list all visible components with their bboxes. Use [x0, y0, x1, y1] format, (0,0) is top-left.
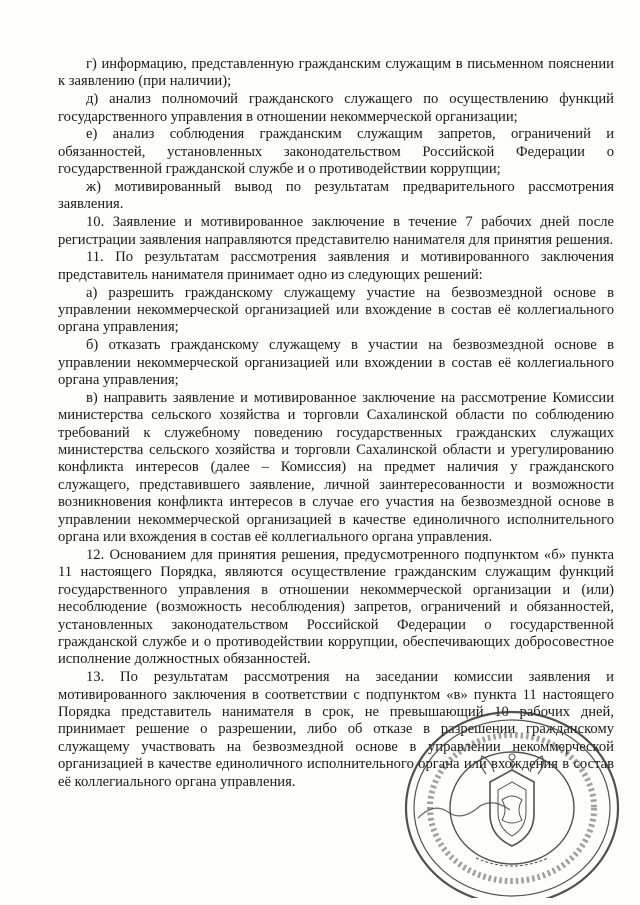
paragraph-11: 11. По результатам рассмотрения заявления и мотивированного заключения представитель нанимателя принимает одно из следующих решений: — [58, 249, 614, 283]
paragraph-13: 13. По результатам рассмотрения на заседании комиссии заявления и мотивированного заключения в соответствии с подпунктом «в» пункта 11 настоящего Порядка представитель нанимателя в срок, не превышающий 10 рабочих дней, принимает решение о разрешении, либо об отказе в разрешении гражданскому служащему участвовать на безвозмездной основе в управлении некоммерческой организацией в качестве единоличного исполнительного органа или вхождения в состав её коллегиального органа управления. — [58, 669, 614, 790]
paragraph-12: 12. Основанием для принятия решения, предусмотренного подпунктом «б» пункта 11 настоящего Порядка, являются осуществление гражданским служащим функций государственного управления в отношении некоммерческой организации и (или) несоблюдение (возможность несоблюдения) запретов, ограничений и обязанностей, установленных законодательством Российской Федерации о государственной гражданской службе и о противодействии коррупции, обеспечивающих добросовестное исполнение должностных обязанностей. — [58, 546, 614, 668]
paragraph-g: г) информацию, представленную гражданским служащим в письменном пояснении к заявлению (при наличии); — [58, 56, 614, 90]
paragraph-10: 10. Заявление и мотивированное заключение в течение 7 рабочих дней после регистрации заявления направляются представителю нанимателя для принятия решения. — [58, 214, 614, 248]
paragraph-11-a: а) разрешить гражданскому служащему участие на безвозмездной основе в управлении некоммерческой организацией или вхождение в состав её коллегиального органа управления; — [58, 284, 614, 336]
paragraph-zh: ж) мотивированный вывод по результатам предварительного рассмотрения заявления. — [58, 179, 614, 213]
signature-stroke — [418, 803, 510, 818]
paragraph-d: д) анализ полномочий гражданского служащего по осуществлению функций государственного управления в отношении некоммерческой организации; — [58, 91, 614, 125]
paragraph-e: е) анализ соблюдения гражданским служащим запретов, ограничений и обязанностей, установленных законодательством Российской Федерации о государственной гражданской службе и о противодействии коррупции; — [58, 126, 614, 178]
paragraph-11-v: в) направить заявление и мотивированное заключение на рассмотрение Комиссии министерства сельского хозяйства и торговли Сахалинской области по соблюдению требований к служебному поведению государственных гражданских служащих министерства сельского хозяйства и торговли Сахалинской области и урегулированию конфликта интересов (далее – Комиссия) на предмет наличия у гражданского служащего, представившего заявление, личной заинтересованности и возможности возникновения конфликта интересов в случае его участия на безвозмездной основе в управлении некоммерческой организацией в качестве единоличного исполнительного органа или вхождения в состав её коллегиального органа управления. — [58, 389, 614, 546]
paragraph-11-b: б) отказать гражданскому служащему в участии на безвозмездной основе в управлении некоммерческой организацией или вхождении в состав её коллегиального органа управления; — [58, 337, 614, 389]
document-body — [58, 56, 614, 791]
